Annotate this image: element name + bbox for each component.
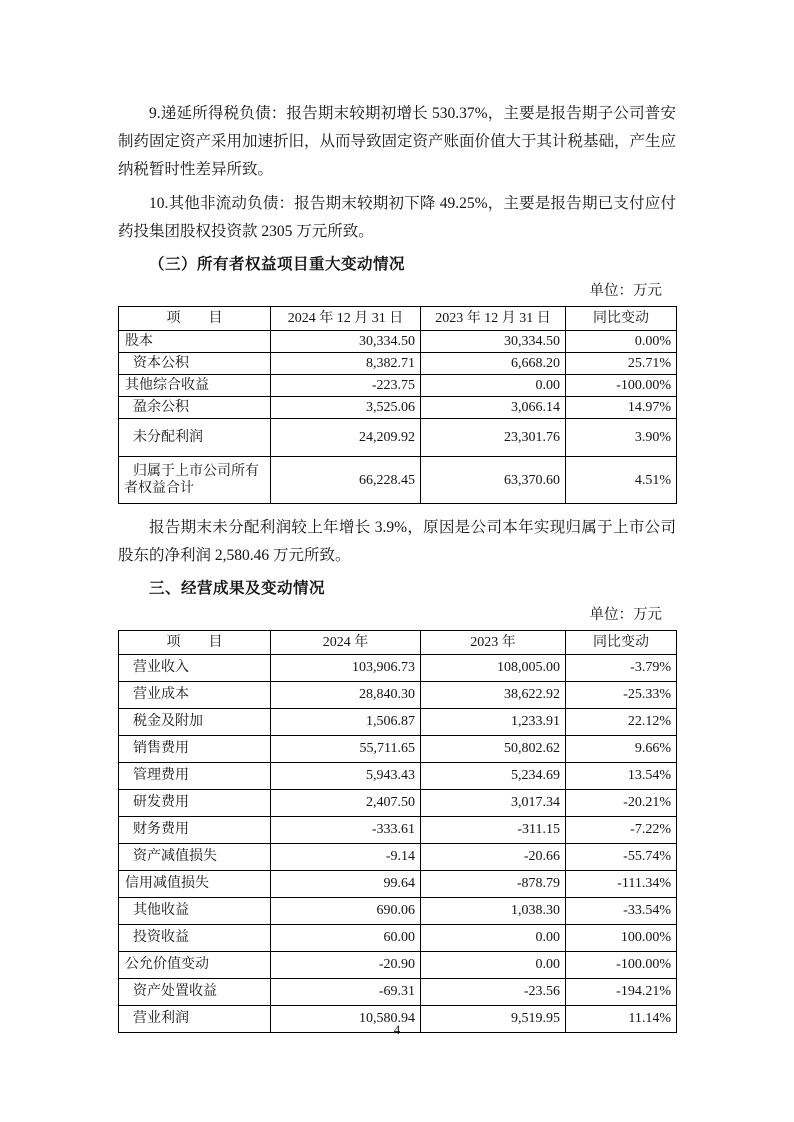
row-value-current: 3,525.06 — [271, 397, 421, 419]
row-value-current: 8,382.71 — [271, 353, 421, 375]
row-value-prior: 6,668.20 — [421, 353, 566, 375]
row-item-label: 营业成本 — [119, 682, 271, 709]
row-value-prior: 38,622.92 — [421, 682, 566, 709]
operating-results-table — [118, 630, 677, 1033]
table-row — [119, 871, 677, 898]
row-value-change: 0.00% — [566, 331, 677, 353]
row-value-prior: 3,066.14 — [421, 397, 566, 419]
row-value-current: 24,209.92 — [271, 419, 421, 457]
table-row — [119, 709, 677, 736]
operating-header-2024: 2024 年 — [271, 631, 421, 655]
operating-header-change: 同比变动 — [566, 631, 677, 655]
row-value-prior: 23,301.76 — [421, 419, 566, 457]
table-row — [119, 375, 677, 397]
row-value-current: 30,334.50 — [271, 331, 421, 353]
table-row — [119, 844, 677, 871]
equity-table-header-row — [119, 307, 677, 331]
paragraph-retained-earnings: 报告期末未分配利润较上年增长 3.9%，原因是公司本年实现归属于上市公司股东的净利润 2,580.46 万元所致。 — [118, 519, 676, 564]
row-item-label: 财务费用 — [119, 817, 271, 844]
operating-table-header-row — [119, 631, 677, 655]
row-value-prior: 50,802.62 — [421, 736, 566, 763]
row-value-current: 10,580.94 — [271, 1006, 421, 1033]
equity-table-body — [119, 331, 677, 504]
row-value-prior: 1,038.30 — [421, 898, 566, 925]
row-value-change: 3.90% — [566, 419, 677, 457]
row-value-current: 1,506.87 — [271, 709, 421, 736]
row-value-current: 5,943.43 — [271, 763, 421, 790]
row-value-current: -333.61 — [271, 817, 421, 844]
row-value-change: 13.54% — [566, 763, 677, 790]
row-value-prior: 63,370.60 — [421, 457, 566, 504]
table-row — [119, 925, 677, 952]
equity-header-2023: 2023 年 12 月 31 日 — [421, 307, 566, 331]
row-value-prior: 0.00 — [421, 925, 566, 952]
row-value-change: 25.71% — [566, 353, 677, 375]
operating-header-item: 项 目 — [119, 631, 271, 655]
row-item-label: 盈余公积 — [119, 397, 271, 419]
row-item-label: 未分配利润 — [119, 419, 271, 457]
row-value-current: 66,228.45 — [271, 457, 421, 504]
row-item-label: 其他综合收益 — [119, 375, 271, 397]
equity-table — [118, 306, 677, 504]
row-value-change: 4.51% — [566, 457, 677, 504]
row-value-change: -33.54% — [566, 898, 677, 925]
row-value-prior: 0.00 — [421, 375, 566, 397]
row-item-label: 信用减值损失 — [119, 871, 271, 898]
row-value-current: 28,840.30 — [271, 682, 421, 709]
row-item-label: 营业利润 — [119, 1006, 271, 1033]
row-value-current: 55,711.65 — [271, 736, 421, 763]
operating-header-2023: 2023 年 — [421, 631, 566, 655]
row-value-change: 11.14% — [566, 1006, 677, 1033]
equity-header-item: 项 目 — [119, 307, 271, 331]
row-item-label: 资本公积 — [119, 353, 271, 375]
table-row — [119, 898, 677, 925]
row-value-current: 2,407.50 — [271, 790, 421, 817]
row-value-change: -111.34% — [566, 871, 677, 898]
paragraph-deferred-tax-liability: 9.递延所得税负债：报告期末较期初增长 530.37%，主要是报告期子公司普安制药固定资产采用加速折旧，从而导致固定资产账面价值大于其计税基础，产生应纳税暂时性差异所致。 — [118, 105, 677, 178]
equity-header-change: 同比变动 — [566, 307, 677, 331]
row-item-label: 销售费用 — [119, 736, 271, 763]
row-value-change: -20.21% — [566, 790, 677, 817]
row-value-current: -223.75 — [271, 375, 421, 397]
operating-table-body — [119, 655, 677, 1033]
table-row — [119, 331, 677, 353]
row-value-change: -7.22% — [566, 817, 677, 844]
row-value-change: -55.74% — [566, 844, 677, 871]
row-item-label: 其他收益 — [119, 898, 271, 925]
row-value-prior: -23.56 — [421, 979, 566, 1006]
row-value-prior: 108,005.00 — [421, 655, 566, 682]
table-row — [119, 682, 677, 709]
section-title-operating-results: 三、经营成果及变动情况 — [149, 580, 326, 597]
row-item-label: 归属于上市公司所有者权益合计 — [119, 457, 271, 504]
table-row — [119, 763, 677, 790]
row-value-prior: 3,017.34 — [421, 790, 566, 817]
row-item-label: 资产减值损失 — [119, 844, 271, 871]
table-row — [119, 397, 677, 419]
table-row — [119, 979, 677, 1006]
row-item-label: 股本 — [119, 331, 271, 353]
section-title-equity-changes: （三）所有者权益项目重大变动情况 — [149, 256, 406, 273]
row-value-current: -69.31 — [271, 979, 421, 1006]
row-value-prior: -311.15 — [421, 817, 566, 844]
row-value-current: -20.90 — [271, 952, 421, 979]
row-value-prior: -20.66 — [421, 844, 566, 871]
table-row — [119, 790, 677, 817]
table-row — [119, 817, 677, 844]
row-item-label: 公允价值变动 — [119, 952, 271, 979]
row-item-label: 投资收益 — [119, 925, 271, 952]
row-value-change: 22.12% — [566, 709, 677, 736]
row-value-current: 103,906.73 — [271, 655, 421, 682]
paragraph-other-noncurrent-liability: 10.其他非流动负债：报告期末较期初下降 49.25%，主要是报告期已支付应付药投集团股权投资款 2305 万元所致。 — [118, 195, 676, 240]
unit-label-operating: 单位：万元 — [589, 607, 662, 623]
table-row — [119, 419, 677, 457]
row-value-change: -25.33% — [566, 682, 677, 709]
row-value-prior: 5,234.69 — [421, 763, 566, 790]
row-item-label: 管理费用 — [119, 763, 271, 790]
row-item-label: 营业收入 — [119, 655, 271, 682]
row-value-change: 9.66% — [566, 736, 677, 763]
row-item-label: 研发费用 — [119, 790, 271, 817]
row-value-change: 100.00% — [566, 925, 677, 952]
page-number: 4 — [393, 1022, 401, 1037]
equity-header-2024: 2024 年 12 月 31 日 — [271, 307, 421, 331]
row-value-prior: 1,233.91 — [421, 709, 566, 736]
table-row — [119, 736, 677, 763]
table-row — [119, 655, 677, 682]
row-value-current: 690.06 — [271, 898, 421, 925]
table-row — [119, 457, 677, 504]
row-value-prior: -878.79 — [421, 871, 566, 898]
row-value-prior: 30,334.50 — [421, 331, 566, 353]
table-row — [119, 952, 677, 979]
table-row — [119, 353, 677, 375]
row-item-label: 资产处置收益 — [119, 979, 271, 1006]
row-value-change: -194.21% — [566, 979, 677, 1006]
row-value-change: -100.00% — [566, 952, 677, 979]
row-value-current: 99.64 — [271, 871, 421, 898]
row-value-current: -9.14 — [271, 844, 421, 871]
row-value-change: 14.97% — [566, 397, 677, 419]
row-item-label: 税金及附加 — [119, 709, 271, 736]
row-value-current: 60.00 — [271, 925, 421, 952]
row-value-change: -100.00% — [566, 375, 677, 397]
row-value-change: -3.79% — [566, 655, 677, 682]
row-value-prior: 9,519.95 — [421, 1006, 566, 1033]
unit-label-equity: 单位：万元 — [589, 283, 662, 299]
row-value-prior: 0.00 — [421, 952, 566, 979]
